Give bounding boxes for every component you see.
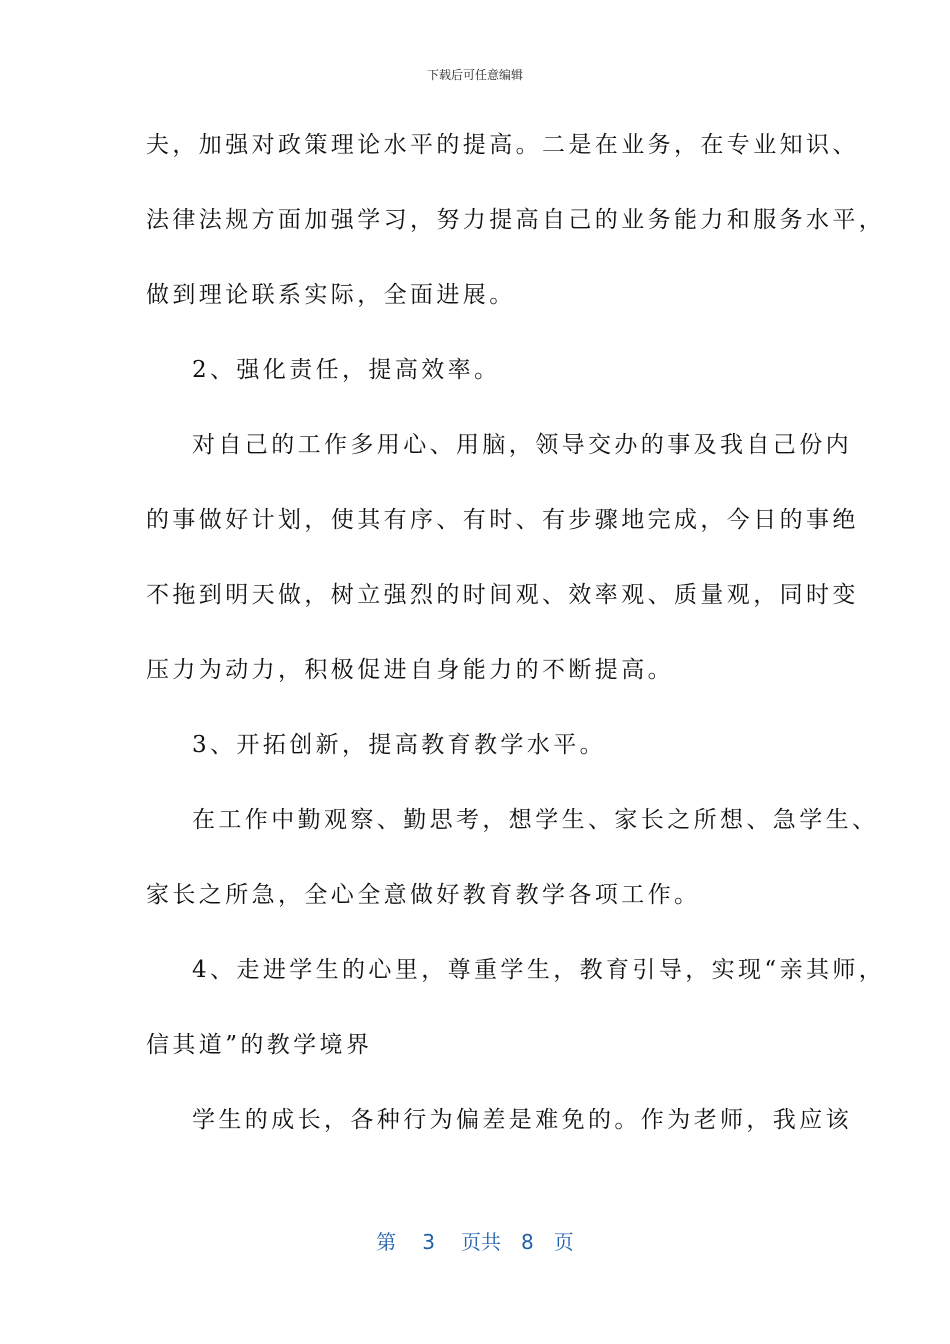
text-line: 做到理论联系实际，全面进展。 <box>146 282 516 308</box>
footer-total-pages: 8 <box>520 1230 534 1254</box>
text-line: 压力为动力，积极促进自身能力的不断提高。 <box>146 657 674 683</box>
text-line: 的事做好计划，使其有序、有时、有步骤地完成，今日的事绝 <box>146 507 859 533</box>
section-heading: 2、强化责任，提高效率。 <box>192 357 501 383</box>
text-line: 不拖到明天做，树立强烈的时间观、效率观、质量观，同时变 <box>146 582 859 608</box>
section-heading: 3、开拓创新，提高教育教学水平。 <box>192 732 607 758</box>
footer-middle: 页共 <box>461 1230 501 1254</box>
text-line: 对自己的工作多用心、用脑，领导交办的事及我自己份内 <box>192 432 852 458</box>
text-line: 法律法规方面加强学习，努力提高自己的业务能力和服务水平， <box>146 207 886 233</box>
text-line: 信其道”的教学境界 <box>146 1032 373 1058</box>
page-footer <box>0 1226 950 1255</box>
page-header: 下载后可任意编辑 <box>426 68 523 82</box>
footer-current-page: 3 <box>422 1230 435 1254</box>
text-line: 家长之所急，全心全意做好教育教学各项工作。 <box>146 882 701 908</box>
text-line: 在工作中勤观察、勤思考，想学生、家长之所想、急学生、 <box>192 807 879 833</box>
text-line: 夫，加强对政策理论水平的提高。二是在业务，在专业知识、 <box>146 132 859 158</box>
text-line: 学生的成长，各种行为偏差是难免的。作为老师，我应该 <box>192 1107 852 1133</box>
footer-suffix: 页 <box>553 1230 574 1254</box>
footer-prefix: 第 <box>376 1230 397 1254</box>
section-heading: 4、走进学生的心里，尊重学生，教育引导，实现“亲其师， <box>192 957 886 983</box>
